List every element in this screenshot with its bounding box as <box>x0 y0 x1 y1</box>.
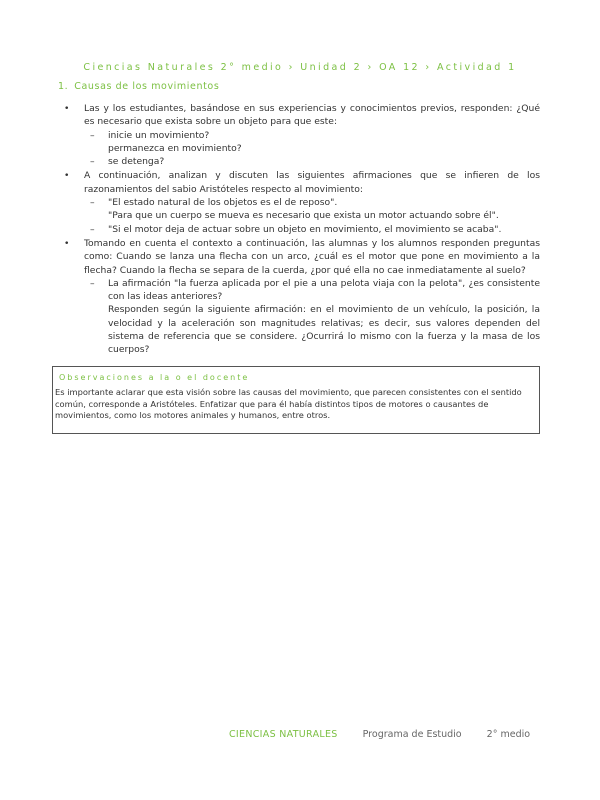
page-header: Ciencias Naturales 2° medio › Unidad 2 › OA 12 › Actividad 1 <box>83 62 517 73</box>
sub-item-text: La afirmación "la fuerza aplicada por el pie a una pelota viaja con la pelota", ¿es consistente con las ideas anteriores? <box>108 277 540 303</box>
dash-icon: – <box>90 156 95 168</box>
sub-item-line: permanezca en movimiento? <box>108 142 242 154</box>
observations-title: Observaciones a la o el docente <box>59 373 250 382</box>
section-heading <box>58 81 219 92</box>
section-number: 1. <box>58 81 69 92</box>
sub-item <box>84 196 540 223</box>
sub-item-continuation: Responden según la siguiente afirmación: en el movimiento de un vehículo, la posición, la velocidad y la aceleración son magnitudes relativas; es decir, sus valores dependen del sistema de referencia que se considere. ¿Ocurrirá lo mismo con la fuerza y la masa de los cuerpos? <box>108 304 540 356</box>
bullet-icon: • <box>64 237 70 249</box>
sub-item <box>84 129 540 156</box>
dash-icon: – <box>90 197 95 209</box>
dash-icon: – <box>90 223 95 235</box>
quote-line: "Para que un cuerpo se mueva es necesario que exista un motor actuando sobre él". <box>108 210 499 222</box>
activity-bullet <box>60 102 540 168</box>
activity-bullet <box>60 169 540 235</box>
bullet-text: A continuación, analizan y discuten las siguientes afirmaciones que se infieren de los razonamientos del sabio Aristóteles respecto al movimiento: <box>84 170 540 195</box>
sub-item <box>84 223 540 236</box>
quote-line: "El estado natural de los objetos es el de reposo". <box>108 197 338 209</box>
bullet-text: Tomando en cuenta el contexto a continuación, las alumnas y los alumnos responden preguntas como: Cuando se lanza una flecha con un arco, ¿cuál es el motor que pone en movimiento a la flecha? Cuando la flecha se separa de la cuerda, ¿por qué ella no cae inmediatamente al suelo? <box>84 237 540 276</box>
footer-subject: CIENCIAS NATURALES <box>229 729 338 740</box>
observations-text: Es importante aclarar que esta visión sobre las causas del movimiento, que parecen consistentes con el sentido común, corresponde a Aristóteles. Enfatizar que para él había distintos tipos de motores o causantes de movimientos, como los motores animales y humanos, entre otros. <box>55 387 522 421</box>
bullet-icon: • <box>64 103 70 114</box>
activity-bullet <box>60 237 540 357</box>
bullet-text: Las y los estudiantes, basándose en sus experiencias y conocimientos previos, responden: ¿Qué es necesario que exista sobre un objeto para que este: <box>84 103 540 128</box>
sub-item-line: se detenga? <box>108 156 165 168</box>
sub-item-line: inicie un movimiento? <box>108 129 210 141</box>
sub-item <box>84 155 540 168</box>
bullet-icon: • <box>64 170 70 182</box>
sub-item <box>84 277 540 357</box>
footer-level: 2° medio <box>486 729 531 740</box>
dash-icon: – <box>90 277 95 289</box>
page-footer <box>229 729 530 740</box>
section-title: Causas de los movimientos <box>74 81 220 92</box>
teacher-observations-box <box>52 366 540 434</box>
dash-icon: – <box>90 129 95 141</box>
footer-program: Programa de Estudio <box>362 729 462 740</box>
activity-content <box>60 102 540 358</box>
quote-line: "Si el motor deja de actuar sobre un objeto en movimiento, el movimiento se acaba". <box>108 223 502 235</box>
